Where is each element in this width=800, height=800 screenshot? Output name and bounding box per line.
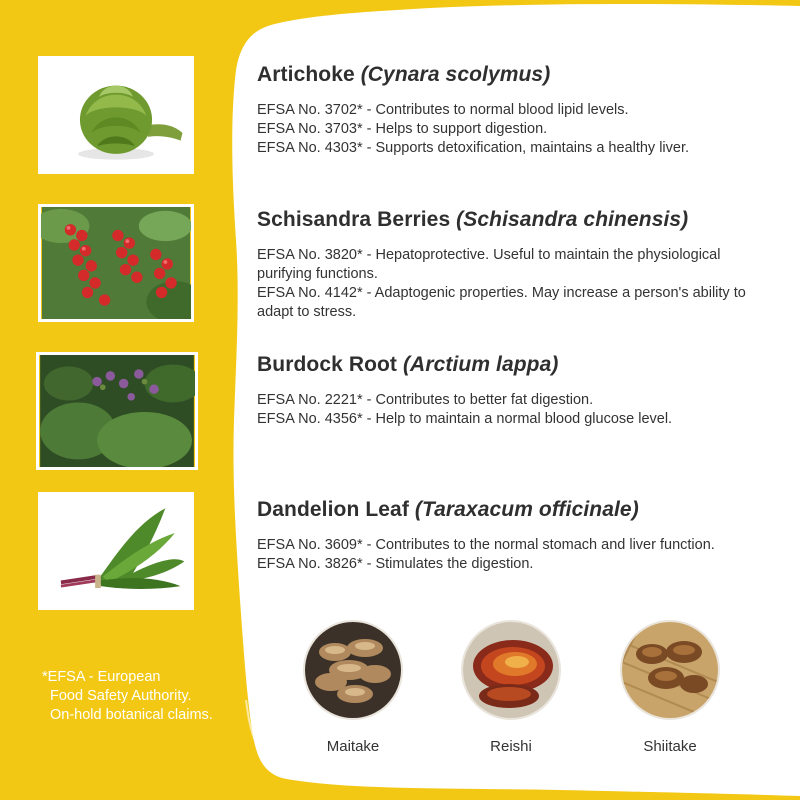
herb-dandelion bbox=[257, 498, 747, 574]
claim: EFSA No. 3703* - Helps to support digestion. bbox=[257, 121, 548, 137]
schisandra-photo bbox=[38, 204, 194, 322]
shiitake-photo bbox=[620, 620, 720, 720]
mushroom-label: Shiitake bbox=[643, 738, 697, 755]
mushroom-label: Maitake bbox=[326, 738, 380, 755]
claim: EFSA No. 3702* - Contributes to normal blood lipid levels. bbox=[257, 102, 629, 118]
mushroom-reishi bbox=[456, 620, 566, 755]
herb-title: Burdock Root (Arctium lappa) bbox=[257, 353, 559, 376]
mushroom-label: Reishi bbox=[490, 738, 532, 755]
claim: EFSA No. 4303* - Supports detoxification, maintains a healthy liver. bbox=[257, 140, 690, 156]
efsa-footnote bbox=[42, 668, 252, 725]
herb-schisandra bbox=[257, 208, 772, 322]
claim: EFSA No. 3820* - Hepatoprotective. Useful to maintain the physiological purifying functions. bbox=[257, 247, 721, 282]
artichoke-photo bbox=[38, 56, 194, 174]
herb-title: Schisandra Berries (Schisandra chinensis) bbox=[257, 208, 689, 231]
herb-title: Artichoke (Cynara scolymus) bbox=[257, 63, 551, 86]
footnote-line: *EFSA - European bbox=[42, 669, 161, 685]
burdock-photo bbox=[36, 352, 198, 470]
maitake-photo bbox=[303, 620, 403, 720]
herb-artichoke bbox=[257, 63, 777, 158]
mushroom-maitake bbox=[298, 620, 408, 755]
mushroom-shiitake bbox=[615, 620, 725, 755]
dandelion-photo bbox=[38, 492, 194, 610]
herb-burdock bbox=[257, 353, 777, 429]
footnote-line: Food Safety Authority. bbox=[50, 688, 192, 704]
reishi-photo bbox=[461, 620, 561, 720]
claim: EFSA No. 2221* - Contributes to better fat digestion. bbox=[257, 392, 594, 408]
claim: EFSA No. 4142* - Adaptogenic properties. May increase a person's ability to adapt to stress. bbox=[257, 285, 746, 320]
footnote-line: On-hold botanical claims. bbox=[50, 707, 213, 723]
claim: EFSA No. 4356* - Help to maintain a normal blood glucose level. bbox=[257, 411, 673, 427]
claim: EFSA No. 3609* - Contributes to the normal stomach and liver function. bbox=[257, 537, 715, 553]
claim: EFSA No. 3826* - Stimulates the digestion. bbox=[257, 556, 534, 572]
herb-title: Dandelion Leaf (Taraxacum officinale) bbox=[257, 498, 639, 521]
